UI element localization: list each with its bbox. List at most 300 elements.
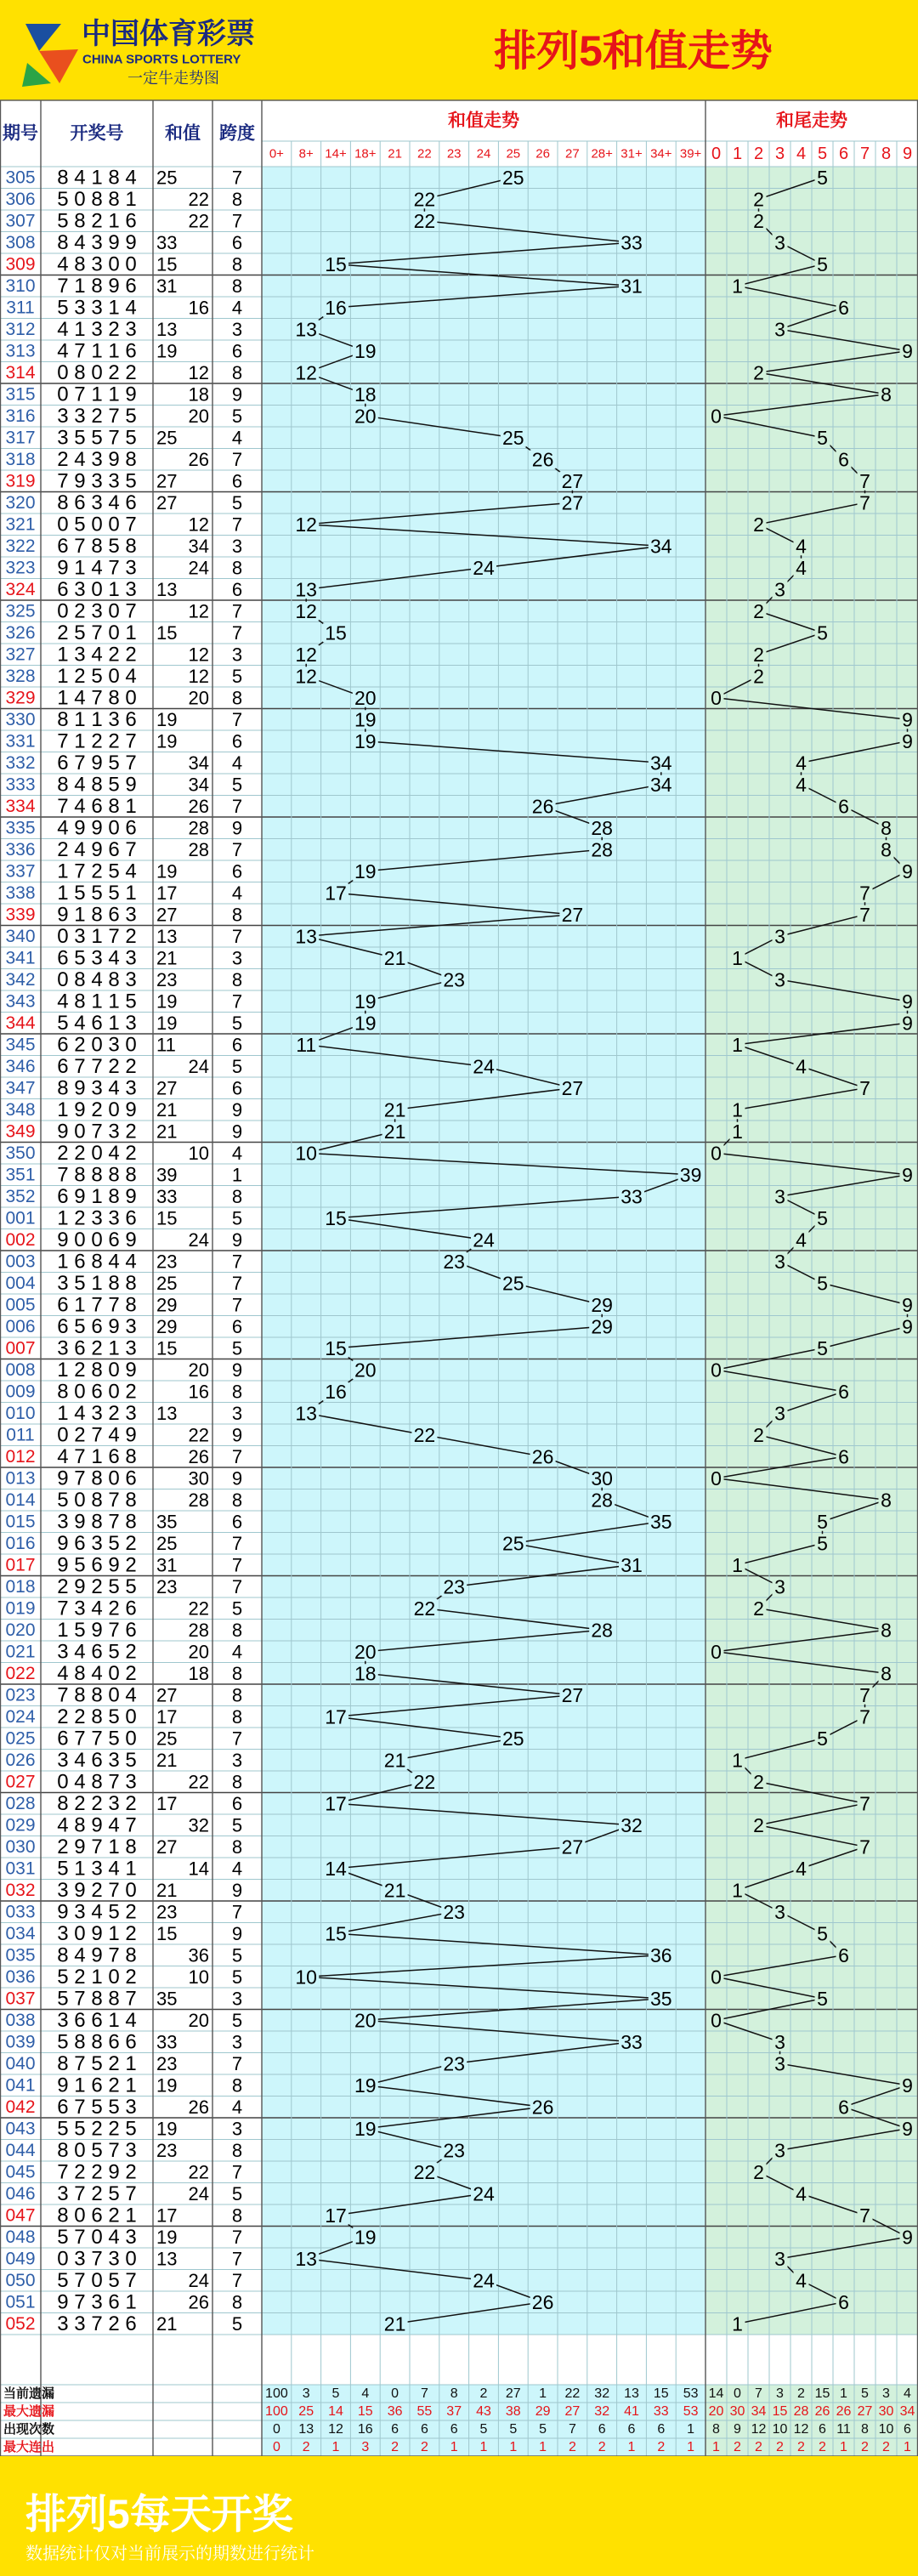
sum-cell: 22	[188, 1597, 209, 1620]
number-cell: 0 2 7 4 9	[57, 1423, 137, 1447]
span-cell: 8	[231, 188, 243, 210]
stat-tail-value: 30	[878, 2404, 894, 2419]
stat-tail-value: 11	[836, 2422, 851, 2437]
sum-cell: 32	[188, 1814, 209, 1836]
tail-point-label: 2	[753, 599, 764, 622]
sum-cell: 22	[188, 1424, 209, 1446]
span-cell: 5	[231, 1207, 243, 1229]
stat-sum-value: 1	[627, 2440, 636, 2454]
number-cell: 4 1 3 2 3	[57, 317, 137, 341]
sum-bin-label: 22	[417, 146, 432, 162]
stat-tail-value: 1	[840, 2440, 847, 2454]
sum-point-label: 23	[443, 968, 465, 991]
number-cell: 4 8 3 0 0	[57, 252, 137, 276]
span-cell: 7	[231, 1445, 243, 1467]
stat-sum-value: 41	[624, 2404, 639, 2419]
issue-cell: 324	[5, 579, 36, 599]
tail-point-label: 3	[774, 2139, 785, 2162]
tail-point-label: 2	[753, 1770, 764, 1793]
issue-cell: 031	[5, 1858, 36, 1879]
tail-point-label: 1	[732, 275, 743, 298]
issue-cell: 328	[5, 666, 36, 686]
sum-cell: 28	[188, 1619, 209, 1641]
span-cell: 3	[231, 947, 243, 969]
issue-cell: 305	[5, 167, 36, 188]
sum-cell: 19	[156, 340, 178, 362]
sum-point-label: 23	[443, 1900, 465, 1923]
sum-cell: 17	[156, 2204, 178, 2227]
issue-cell: 307	[5, 211, 36, 231]
sum-point-label: 23	[443, 1575, 465, 1598]
sum-cell: 23	[156, 1575, 178, 1597]
tail-point-label: 5	[817, 252, 828, 275]
issue-cell: 325	[5, 601, 36, 621]
issue-cell: 051	[5, 2292, 36, 2312]
number-cell: 5 1 3 4 1	[57, 1857, 137, 1881]
sum-point-label: 22	[413, 1423, 436, 1446]
number-cell: 3 4 6 5 2	[57, 1640, 137, 1664]
tail-point-label: 2	[753, 2160, 764, 2183]
sum-cell: 21	[156, 1749, 178, 1771]
sum-cell: 17	[156, 1705, 178, 1728]
issue-cell: 344	[5, 1013, 36, 1033]
issue-cell: 026	[5, 1750, 36, 1770]
sum-point-label: 35	[650, 1510, 672, 1533]
sum-point-label: 18	[354, 383, 377, 406]
issue-cell: 317	[5, 428, 36, 448]
span-cell: 8	[231, 2074, 243, 2097]
sum-point-label: 15	[325, 1336, 347, 1359]
span-cell: 6	[231, 470, 243, 492]
stat-label: 最大连出	[3, 2440, 55, 2454]
number-cell: 1 5 9 7 6	[57, 1618, 137, 1642]
sum-cell: 25	[156, 427, 178, 449]
tail-point-label: 0	[711, 1467, 722, 1489]
sum-point-label: 16	[325, 1380, 347, 1403]
sum-cell: 24	[188, 1055, 209, 1077]
tail-point-label: 7	[859, 1792, 870, 1815]
sum-cell: 24	[188, 2182, 209, 2204]
sum-point-label: 22	[413, 188, 436, 211]
sum-cell: 12	[188, 513, 209, 536]
number-cell: 9 6 3 5 2	[57, 1531, 137, 1555]
issue-cell: 312	[5, 319, 36, 339]
span-cell: 8	[231, 1185, 243, 1207]
tail-point-label: 6	[838, 296, 849, 319]
issue-cell: 035	[5, 1945, 36, 1966]
issue-cell: 036	[5, 1966, 36, 1987]
sum-point-label: 28	[591, 1619, 613, 1642]
stat-tail-value: 28	[793, 2404, 809, 2419]
stat-sum-value: 53	[683, 2404, 699, 2419]
tail-bin-label: 3	[774, 145, 785, 163]
span-cell: 9	[231, 1121, 243, 1143]
span-cell: 4	[231, 2096, 243, 2118]
footer-title: 排列5每天开奖	[26, 2492, 293, 2538]
number-cell: 8 2 2 3 2	[57, 1791, 137, 1815]
issue-cell: 020	[5, 1620, 36, 1640]
sum-point-label: 33	[620, 2030, 643, 2053]
stat-sum-value: 2	[657, 2440, 666, 2454]
stat-sum-value: 1	[539, 2386, 547, 2401]
tail-point-label: 9	[902, 1163, 913, 1186]
span-cell: 9	[231, 1467, 243, 1489]
sum-point-label: 16	[325, 296, 347, 319]
number-cell: 7 3 4 2 6	[57, 1597, 137, 1620]
tail-point-label: 0	[711, 2009, 722, 2032]
sum-cell: 33	[156, 1185, 178, 1207]
sum-cell: 12	[188, 600, 209, 622]
sum-cell: 29	[156, 1294, 178, 1316]
header-tail-trend: 和尾走势	[776, 111, 847, 131]
tail-point-label: 3	[774, 1250, 785, 1273]
stat-sum-value: 0	[272, 2422, 280, 2437]
sum-point-label: 34	[650, 535, 672, 558]
number-cell: 0 5 0 0 7	[57, 513, 137, 536]
sum-point-label: 17	[325, 882, 347, 905]
sum-point-label: 13	[295, 2247, 317, 2270]
sum-cell: 15	[156, 253, 178, 275]
sum-point-label: 20	[354, 1359, 377, 1382]
sum-point-label: 22	[413, 209, 436, 232]
tail-point-label: 3	[774, 1575, 785, 1598]
sum-cell: 27	[156, 470, 178, 492]
issue-cell: 329	[5, 688, 36, 708]
sum-cell: 24	[188, 557, 209, 579]
span-cell: 6	[231, 340, 243, 362]
span-cell: 5	[231, 2312, 243, 2335]
stat-tail-value: 2	[755, 2440, 762, 2454]
number-cell: 4 7 1 6 8	[57, 1444, 137, 1468]
header-sum: 和值	[165, 123, 201, 144]
number-cell: 1 7 2 5 4	[57, 860, 137, 883]
number-cell: 2 4 3 9 8	[57, 447, 137, 471]
issue-cell: 030	[5, 1836, 36, 1857]
sum-point-label: 24	[473, 2269, 495, 2292]
number-cell: 8 6 3 4 6	[57, 491, 137, 514]
issue-cell: 306	[5, 189, 36, 209]
span-cell: 8	[231, 1381, 243, 1403]
stat-tail-value: 34	[751, 2404, 767, 2419]
span-cell: 3	[231, 1749, 243, 1771]
stat-tail-value: 15	[814, 2386, 830, 2401]
tail-point-label: 2	[753, 1597, 764, 1620]
stat-tail-value: 8	[712, 2422, 720, 2437]
sum-bin-label: 23	[446, 146, 462, 162]
span-cell: 8	[231, 253, 243, 275]
sum-cell: 20	[188, 1641, 209, 1663]
stat-sum-value: 38	[505, 2404, 521, 2419]
issue-cell: 040	[5, 2053, 36, 2074]
tail-point-label: 5	[817, 1922, 828, 1945]
sum-cell: 34	[188, 535, 209, 557]
sum-cell: 30	[188, 1467, 209, 1489]
span-cell: 8	[231, 2139, 243, 2161]
span-cell: 5	[231, 774, 243, 796]
number-cell: 0 4 8 7 3	[57, 1770, 137, 1794]
sum-cell: 13	[156, 925, 178, 947]
tail-point-label: 3	[774, 231, 785, 254]
span-cell: 5	[231, 1814, 243, 1836]
sum-point-label: 24	[473, 556, 495, 579]
tail-point-label: 2	[753, 643, 764, 666]
issue-cell: 018	[5, 1576, 36, 1597]
sum-point-label: 21	[383, 1120, 406, 1143]
tail-point-label: 9	[902, 2074, 913, 2097]
issue-cell: 042	[5, 2097, 36, 2117]
logo-cn: 中国体育彩票	[82, 18, 255, 50]
sum-cell: 23	[156, 2052, 178, 2074]
tail-point-label: 6	[838, 2096, 849, 2119]
span-cell: 5	[231, 1012, 243, 1034]
sum-point-label: 12	[295, 361, 317, 384]
issue-cell: 016	[5, 1533, 36, 1553]
tail-point-label: 5	[817, 621, 828, 644]
number-cell: 3 4 6 3 5	[57, 1748, 137, 1772]
sum-cell: 14	[188, 1858, 209, 1880]
sum-point-label: 27	[561, 1836, 584, 1858]
tail-point-label: 0	[711, 1966, 722, 1989]
sum-cell: 15	[156, 621, 178, 644]
number-cell: 5 0 8 7 8	[57, 1488, 137, 1512]
span-cell: 4	[231, 1142, 243, 1164]
tail-point-label: 9	[902, 339, 913, 362]
sum-point-label: 32	[620, 1813, 643, 1836]
sum-cell: 19	[156, 2226, 178, 2248]
stat-sum-value: 33	[653, 2404, 669, 2419]
tail-point-label: 9	[902, 990, 913, 1013]
span-cell: 3	[231, 318, 243, 340]
logo-slogan: 一定牛走势图	[128, 70, 219, 87]
tail-point-label: 1	[732, 1749, 743, 1772]
number-cell: 9 1 6 2 1	[57, 2074, 137, 2097]
sum-cell: 17	[156, 1792, 178, 1814]
number-cell: 6 5 3 4 3	[57, 946, 137, 970]
sum-bin-label: 25	[506, 146, 521, 162]
stat-tail-value: 2	[882, 2440, 890, 2454]
sum-cell: 13	[156, 318, 178, 340]
stat-tail-value: 2	[819, 2440, 826, 2454]
issue-cell: 310	[5, 275, 36, 296]
stat-tail-value: 2	[797, 2386, 805, 2401]
tail-point-label: 3	[774, 1900, 785, 1923]
span-cell: 7	[231, 2161, 243, 2183]
span-cell: 8	[231, 275, 243, 297]
issue-cell: 049	[5, 2249, 36, 2269]
number-cell: 5 2 1 0 2	[57, 1965, 137, 1989]
sum-bin-label: 14+	[325, 146, 347, 162]
span-cell: 6	[231, 1511, 243, 1533]
stat-sum-value: 1	[687, 2422, 695, 2437]
stat-tail-value: 10	[772, 2422, 788, 2437]
span-cell: 7	[231, 621, 243, 644]
sum-point-label: 15	[325, 252, 347, 275]
number-cell: 9 5 6 9 2	[57, 1553, 137, 1577]
sum-cell: 15	[156, 1207, 178, 1229]
sum-cell: 24	[188, 1228, 209, 1251]
footer	[0, 2456, 918, 2576]
sum-cell: 13	[156, 1402, 178, 1424]
tail-point-label: 5	[817, 1510, 828, 1533]
number-cell: 1 2 5 0 4	[57, 664, 137, 688]
sum-cell: 26	[188, 795, 209, 817]
issue-cell: 334	[5, 796, 36, 816]
number-cell: 4 8 9 4 7	[57, 1813, 137, 1837]
tail-point-label: 8	[881, 1489, 892, 1512]
number-cell: 2 9 7 1 8	[57, 1835, 137, 1858]
number-cell: 0 8 0 2 2	[57, 360, 137, 384]
span-cell: 3	[231, 1402, 243, 1424]
number-cell: 1 6 8 4 4	[57, 1250, 137, 1274]
stat-label: 最大遗漏	[3, 2404, 55, 2419]
span-cell: 5	[231, 405, 243, 427]
sum-point-label: 21	[383, 1879, 406, 1902]
sum-cell: 27	[156, 1836, 178, 1858]
sum-cell: 29	[156, 1315, 178, 1337]
issue-cell: 017	[5, 1555, 36, 1575]
sum-point-label: 26	[531, 448, 554, 471]
issue-cell: 331	[5, 731, 36, 752]
stat-tail-value: 10	[878, 2422, 894, 2437]
number-cell: 9 7 8 0 6	[57, 1467, 137, 1490]
number-cell: 3 6 2 1 3	[57, 1336, 137, 1360]
issue-cell: 326	[5, 622, 36, 643]
span-cell: 5	[231, 2009, 243, 2031]
sum-point-label: 31	[620, 1553, 643, 1576]
stat-tail-value: 15	[772, 2404, 788, 2419]
sum-bin-label: 39+	[679, 146, 702, 162]
span-cell: 3	[231, 535, 243, 557]
sum-cell: 26	[188, 1445, 209, 1467]
sum-point-label: 26	[531, 2096, 554, 2119]
sum-cell: 21	[156, 1121, 178, 1143]
number-cell: 0 7 1 1 9	[57, 383, 137, 406]
stat-tail-value: 12	[793, 2422, 809, 2437]
number-cell: 6 2 0 3 0	[57, 1033, 137, 1057]
issue-cell: 005	[5, 1295, 36, 1315]
issue-cell: 046	[5, 2183, 36, 2204]
span-cell: 5	[231, 665, 243, 687]
number-cell: 8 4 1 8 4	[57, 166, 137, 190]
stat-sum-value: 27	[505, 2386, 521, 2401]
tail-bin-label: 7	[859, 145, 870, 163]
stat-sum-value: 4	[361, 2386, 370, 2401]
span-cell: 8	[231, 1662, 243, 1684]
tail-point-label: 9	[902, 2117, 913, 2140]
issue-cell: 349	[5, 1121, 36, 1142]
sum-cell: 25	[156, 1728, 178, 1750]
issue-cell: 021	[5, 1642, 36, 1662]
number-cell: 3 6 6 1 4	[57, 2008, 137, 2032]
tail-point-label: 8	[881, 1619, 892, 1642]
stat-tail-value: 4	[904, 2386, 911, 2401]
sum-point-label: 13	[295, 318, 317, 341]
sum-cell: 17	[156, 882, 178, 904]
sum-cell: 34	[188, 774, 209, 796]
stat-sum-value: 2	[568, 2440, 576, 2454]
number-cell: 1 5 5 5 1	[57, 881, 137, 905]
stat-sum-value: 6	[657, 2422, 666, 2437]
sum-point-label: 27	[561, 1076, 584, 1099]
tail-point-label: 3	[774, 968, 785, 991]
span-cell: 7	[231, 1272, 243, 1294]
span-cell: 4	[231, 752, 243, 774]
tail-point-label: 6	[838, 1380, 849, 1403]
issue-cell: 028	[5, 1793, 36, 1813]
sum-bin-label: 21	[388, 146, 402, 162]
stat-sum-value: 2	[420, 2440, 428, 2454]
number-cell: 3 7 2 5 7	[57, 2182, 137, 2205]
tail-point-label: 2	[753, 1813, 764, 1836]
issue-cell: 039	[5, 2032, 36, 2052]
issue-cell: 315	[5, 384, 36, 405]
tail-point-label: 1	[732, 1120, 743, 1143]
number-cell: 7 2 2 9 2	[57, 2160, 137, 2184]
span-cell: 5	[231, 1597, 243, 1620]
sum-point-label: 33	[620, 1185, 643, 1208]
sum-point-label: 29	[591, 1293, 613, 1316]
tail-point-label: 7	[859, 882, 870, 905]
sum-point-label: 36	[650, 1943, 672, 1966]
sum-cell: 33	[156, 231, 178, 253]
span-cell: 4	[231, 427, 243, 449]
tail-point-label: 3	[774, 2052, 785, 2075]
issue-cell: 314	[5, 362, 36, 383]
stat-sum-value: 5	[509, 2422, 518, 2437]
number-cell: 3 9 8 7 8	[57, 1510, 137, 1534]
issue-cell: 341	[5, 948, 36, 968]
stat-sum-value: 6	[420, 2422, 428, 2437]
tail-point-label: 4	[796, 556, 807, 579]
sum-cell: 21	[156, 2312, 178, 2335]
logo-en: CHINA SPORTS LOTTERY	[82, 52, 241, 67]
sum-point-label: 19	[354, 1012, 377, 1035]
issue-cell: 322	[5, 536, 36, 556]
number-cell: 2 9 2 5 5	[57, 1575, 137, 1598]
issue-cell: 318	[5, 449, 36, 469]
stat-label: 出现次数	[3, 2422, 55, 2437]
stat-sum-value: 7	[420, 2386, 428, 2401]
issue-cell: 316	[5, 406, 36, 426]
stat-sum-value: 13	[624, 2386, 639, 2401]
sum-cell: 31	[156, 1554, 178, 1576]
stat-sum-value: 13	[298, 2422, 314, 2437]
span-cell: 5	[231, 1966, 243, 1988]
sum-point-label: 13	[295, 925, 317, 948]
span-cell: 3	[231, 2118, 243, 2140]
sum-cell: 36	[188, 1944, 209, 1966]
stat-tail-value: 34	[899, 2404, 915, 2419]
issue-cell: 010	[5, 1403, 36, 1423]
span-cell: 7	[231, 1901, 243, 1923]
tail-point-label: 1	[732, 1879, 743, 1902]
number-cell: 2 2 8 5 0	[57, 1705, 137, 1728]
tail-point-label: 4	[796, 752, 807, 775]
stat-sum-value: 6	[450, 2422, 458, 2437]
sum-cell: 20	[188, 687, 209, 709]
tail-point-label: 3	[774, 318, 785, 341]
tail-point-label: 0	[711, 686, 722, 709]
issue-cell: 052	[5, 2313, 36, 2334]
span-cell: 5	[231, 1944, 243, 1966]
sum-cell: 18	[188, 383, 209, 406]
number-cell: 5 7 0 5 7	[57, 2268, 137, 2292]
stat-tail-value: 3	[882, 2386, 890, 2401]
issue-cell: 008	[5, 1359, 36, 1380]
issue-cell: 332	[5, 752, 36, 773]
sum-point-label: 15	[325, 621, 347, 644]
stat-sum-value: 15	[357, 2404, 373, 2419]
